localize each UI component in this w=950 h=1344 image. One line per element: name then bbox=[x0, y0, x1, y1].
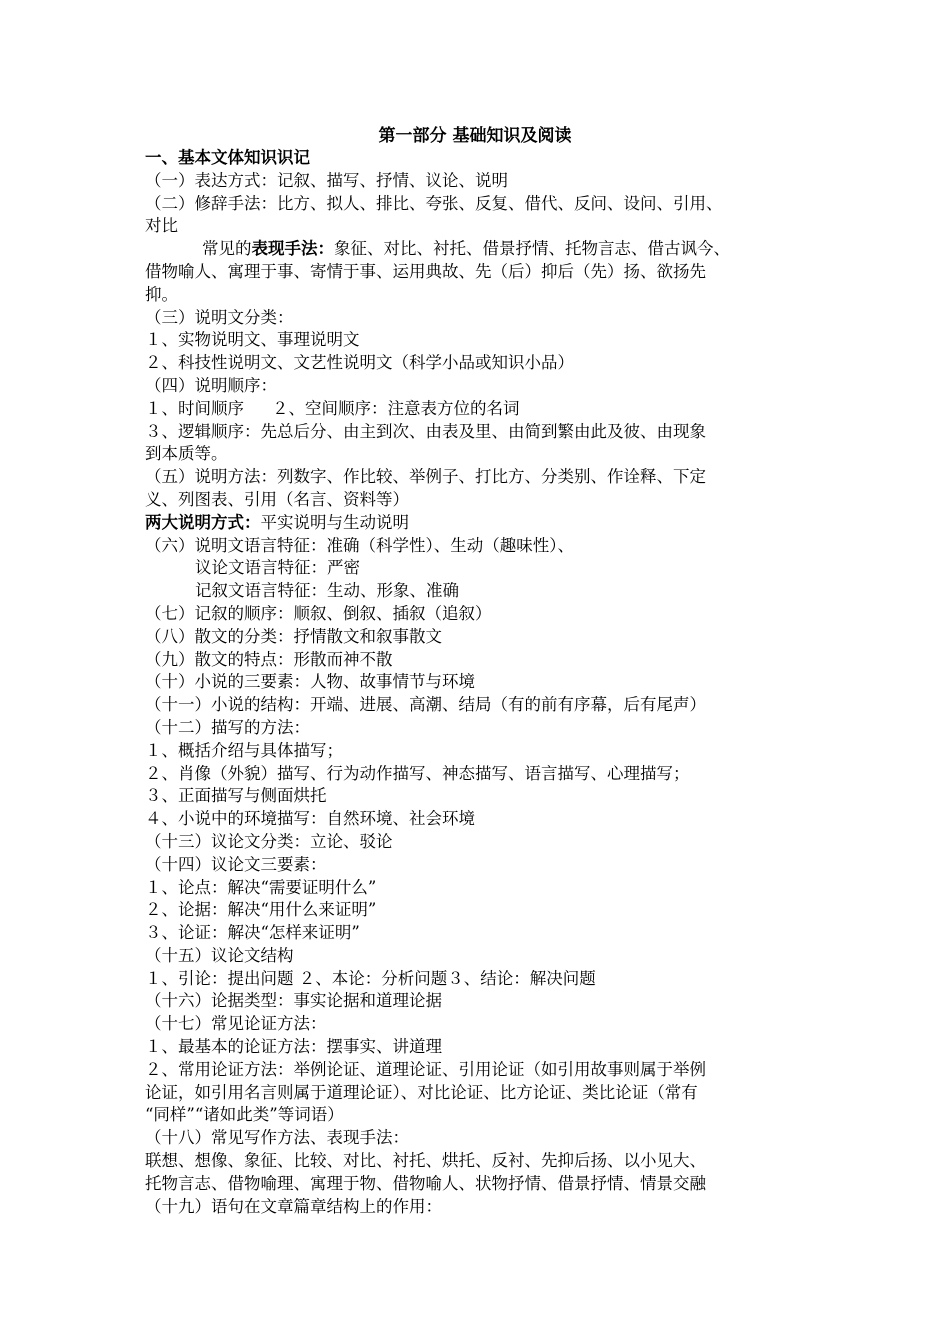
text-line: 托物言志、借物喻理、寓理于物、借物喻人、状物抒情、借景抒情、情景交融 bbox=[145, 1173, 706, 1193]
text-line: １、引论：提出问题 ２、本论：分析问题３、结论：解决问题 bbox=[145, 968, 596, 988]
text-line: ２、论据：解决“用什么来证明” bbox=[145, 900, 377, 920]
text-line bbox=[145, 398, 815, 421]
text-line: （十六）论据类型：事实论据和道理论据 bbox=[145, 991, 442, 1011]
text-line: （十二）描写的方法： bbox=[145, 717, 310, 737]
text-line: （一）表达方式：记叙、描写、抒情、议论、说明 bbox=[145, 170, 508, 190]
text-line: （十一）小说的结构：开端、进展、高潮、结局（有的前有序幕，后有尾声） bbox=[145, 695, 706, 715]
text-line: （七）记叙的顺序：顺叙、倒叙、插叙（追叙） bbox=[145, 603, 492, 623]
text-line: 到本质等。 bbox=[145, 444, 228, 464]
text-line: 借物喻人、寓理于事、寄情于事、运用典故、先（后）抑后（先）扬、欲扬先 bbox=[145, 261, 706, 281]
text-line: ４、小说中的环境描写：自然环境、社会环境 bbox=[145, 809, 475, 829]
document-body bbox=[145, 147, 815, 1218]
text-line: ３、论证：解决“怎样来证明” bbox=[145, 923, 360, 943]
text-line: （六）说明文语言特征：准确（科学性）、生动（趣味性）、 bbox=[145, 535, 574, 555]
text-span: ２、空间顺序：注意表方位的名词 bbox=[272, 398, 520, 418]
text-line: （三）说明文分类： bbox=[145, 307, 294, 327]
bold-term: 两大说明方式： bbox=[145, 512, 261, 532]
text-line: 论证，如引用名言则属于道理论证）、对比论证、比方论证、类比论证（常有 bbox=[145, 1082, 698, 1102]
text-line: （十五）议论文结构 bbox=[145, 945, 294, 965]
text-line: （十三）议论文分类：立论、驳论 bbox=[145, 831, 393, 851]
section-heading: 一、基本文体知识识记 bbox=[145, 148, 310, 167]
text-line: （四）说明顺序： bbox=[145, 375, 277, 395]
text-span: 常见的 bbox=[202, 239, 252, 259]
text-line: ３、正面描写与侧面烘托 bbox=[145, 786, 327, 806]
text-line: （十七）常见论证方法： bbox=[145, 1014, 327, 1034]
text-line: 联想、想像、象征、比较、对比、衬托、烘托、反衬、先抑后扬、以小见大、 bbox=[145, 1151, 706, 1171]
text-line: １、实物说明文、事理说明文 bbox=[145, 330, 360, 350]
text-line: （十九）语句在文章篇章结构上的作用： bbox=[145, 1196, 442, 1216]
text-line: （十八）常见写作方法、表现手法： bbox=[145, 1128, 409, 1148]
text-line: ３、逻辑顺序：先总后分、由主到次、由表及里、由简到繁由此及彼、由现象 bbox=[145, 421, 706, 441]
text-line: （九）散文的特点：形散而神不散 bbox=[145, 649, 393, 669]
text-line: 对比 bbox=[145, 216, 178, 236]
text-line: 记叙文语言特征：生动、形象、准确 bbox=[195, 581, 459, 601]
text-line bbox=[145, 512, 815, 535]
text-line: （二）修辞手法：比方、拟人、排比、夸张、反复、借代、反问、设问、引用、 bbox=[145, 193, 723, 213]
text-line: 议论文语言特征：严密 bbox=[195, 558, 360, 578]
text-line: “同样”“诸如此类”等词语） bbox=[145, 1105, 344, 1125]
bold-term: 表现手法： bbox=[251, 239, 334, 259]
text-line: 抑。 bbox=[145, 284, 178, 304]
text-line: ２、常用论证方法：举例论证、道理论证、引用论证（如引用故事则属于举例 bbox=[145, 1059, 706, 1079]
text-line: 义、列图表、引用（名言、资料等） bbox=[145, 489, 409, 509]
text-line: １、最基本的论证方法：摆事实、讲道理 bbox=[145, 1037, 442, 1057]
text-line: ２、科技性说明文、文艺性说明文（科学小品或知识小品） bbox=[145, 353, 574, 373]
page-title: 第一部分 基础知识及阅读 bbox=[378, 126, 572, 146]
text-line: （八）散文的分类：抒情散文和叙事散文 bbox=[145, 626, 442, 646]
text-line: （十）小说的三要素：人物、故事情节与环境 bbox=[145, 672, 475, 692]
text-span: 象征、对比、衬托、借景抒情、托物言志、借古讽今、 bbox=[334, 239, 730, 259]
text-line: １、论点：解决“需要证明什么” bbox=[145, 877, 377, 897]
text-line: （十四）议论文三要素： bbox=[145, 854, 327, 874]
text-line: ２、肖像（外貌）描写、行为动作描写、神态描写、语言描写、心理描写； bbox=[145, 763, 690, 783]
text-line: （五）说明方法：列数字、作比较、举例子、打比方、分类别、作诠释、下定 bbox=[145, 467, 706, 487]
text-span: 平实说明与生动说明 bbox=[260, 512, 409, 532]
text-line bbox=[145, 238, 815, 261]
text-span: １、时间顺序 bbox=[145, 398, 244, 418]
text-line: １、概括介绍与具体描写； bbox=[145, 740, 343, 760]
